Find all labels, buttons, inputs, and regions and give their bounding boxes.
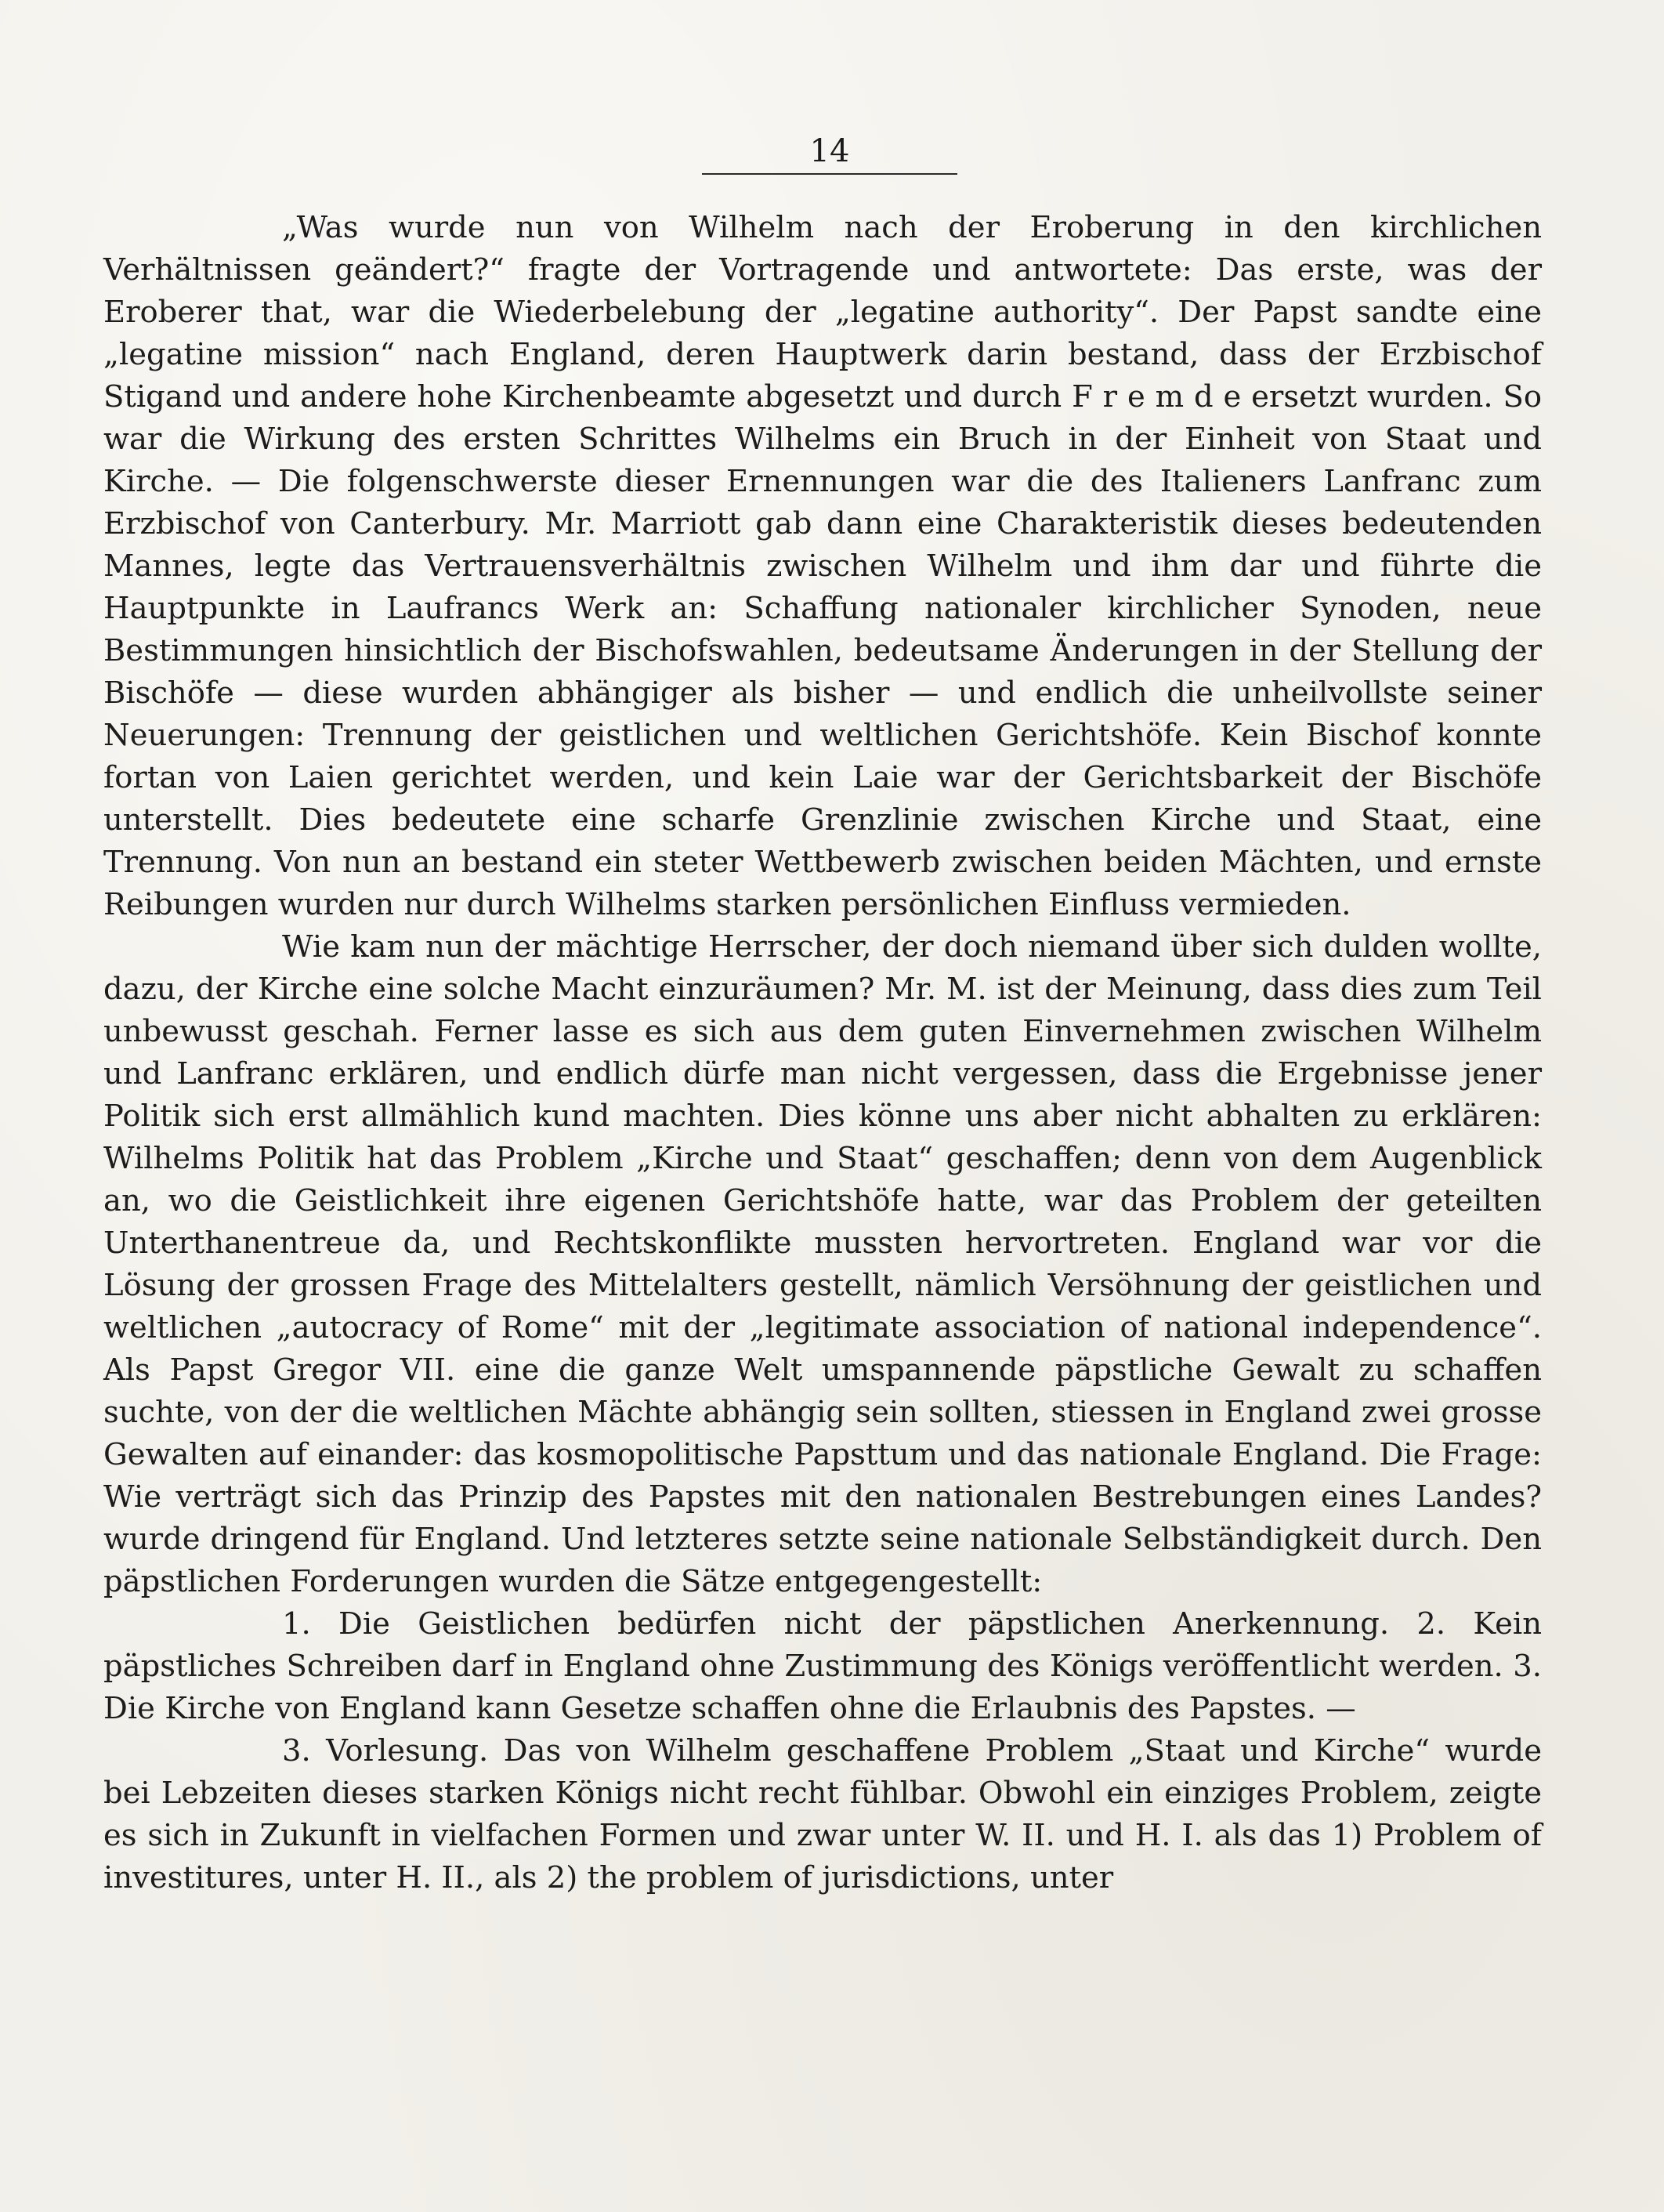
paragraph-enumerated-theses: 1. Die Geistlichen bedürfen nicht der päpstlichen Anerkennung. 2. Kein päpstliches Schreiben darf in England ohne Zustimmung des Königs veröffentlicht werden. 3. Die Kirche von England kann Gesetze schaffen ohne die Erlaubnis des Papstes. — <box>103 1606 1542 1726</box>
paragraph-third-lecture: 3. Vorlesung. Das von Wilhelm geschaffene Problem „Staat und Kirche“ wurde bei Lebzeiten dieses starken Königs nicht recht fühlbar. Obwohl ein einziges Problem, zeigte es sich in Zukunft in vielfachen Formen und zwar unter W. II. und H. I. als das 1) Problem of investitures, unter H. II., als 2) the problem of jurisdictions, unter <box>103 1733 1542 1895</box>
paragraph-conquest-church-changes: „Was wurde nun von Wilhelm nach der Eroberung in den kirchlichen Verhältnissen geändert?“ fragte der Vortragende und antwortete: Das erste, was der Eroberer that, war die Wiederbelebung der „legatine authority“. Der Papst sandte eine „legatine mission“ nach England, deren Hauptwerk darin bestand, dass der Erzbischof Stigand und andere hohe Kirchenbeamte abgesetzt und durch F r e m d e ersetzt wurden. So war die Wirkung des ersten Schrittes Wilhelms ein Bruch in der Einheit von Staat und Kirche. — Die folgenschwerste dieser Ernennungen war die des Italieners Lanfranc zum Erzbischof von Canterbury. Mr. Marriott gab dann eine Charakteristik dieses bedeutenden Mannes, legte das Vertrauensverhältnis zwischen Wilhelm und ihm dar und führte die Hauptpunkte in Laufrancs Werk an: Schaffung nationaler kirchlicher Synoden, neue Bestimmungen hinsichtlich der Bischofswahlen, bedeutsame Änderungen in der Stellung der Bischöfe — diese wurden abhängiger als bisher — und endlich die unheilvollste seiner Neuerungen: Trennung der geistlichen und weltlichen Gerichtshöfe. Kein Bischof konnte fortan von Laien gerichtet werden, und kein Laie war der Gerichtsbarkeit der Bischöfe unterstellt. Dies bedeutete eine scharfe Grenzlinie zwischen Kirche und Staat, eine Trennung. Von nun an bestand ein steter Wettbewerb zwischen beiden Mächten, und ernste Reibungen wurden nur durch Wilhelms starken persönlichen Einfluss vermieden. <box>103 210 1542 922</box>
page-number-rule <box>702 173 957 175</box>
body-text <box>103 207 1542 1899</box>
paragraph-ruler-church-power: Wie kam nun der mächtige Herrscher, der doch niemand über sich dulden wollte, dazu, der Kirche eine solche Macht einzuräumen? Mr. M. ist der Meinung, dass dies zum Teil unbewusst geschah. Ferner lasse es sich aus dem guten Einvernehmen zwischen Wilhelm und Lanfranc erklären, und endlich dürfe man nicht vergessen, dass die Ergebnisse jener Politik sich erst allmählich kund machten. Dies könne uns aber nicht abhalten zu erklären: Wilhelms Politik hat das Problem „Kirche und Staat“ geschaffen; denn von dem Augenblick an, wo die Geistlichkeit ihre eigenen Gerichtshöfe hatte, war das Problem der geteilten Unterthanentreue da, und Rechtskonflikte mussten hervortreten. England war vor die Lösung der grossen Frage des Mittelalters gestellt, nämlich Versöhnung der geistlichen und weltlichen „autocracy of Rome“ mit der „legitimate association of national independence“. Als Papst Gregor VII. eine die ganze Welt umspannende päpstliche Gewalt zu schaffen suchte, von der die weltlichen Mächte abhängig sein sollten, stiessen in England zwei grosse Gewalten auf einander: das kosmopolitische Papsttum und das nationale England. Die Frage: Wie verträgt sich das Prinzip des Papstes mit den nationalen Bestrebungen eines Landes? wurde dringend für England. Und letzteres setzte seine nationale Selbständigkeit durch. Den päpstlichen Forderungen wurden die Sätze entgegengestellt: <box>103 929 1542 1599</box>
page-number: 14 <box>809 133 850 169</box>
